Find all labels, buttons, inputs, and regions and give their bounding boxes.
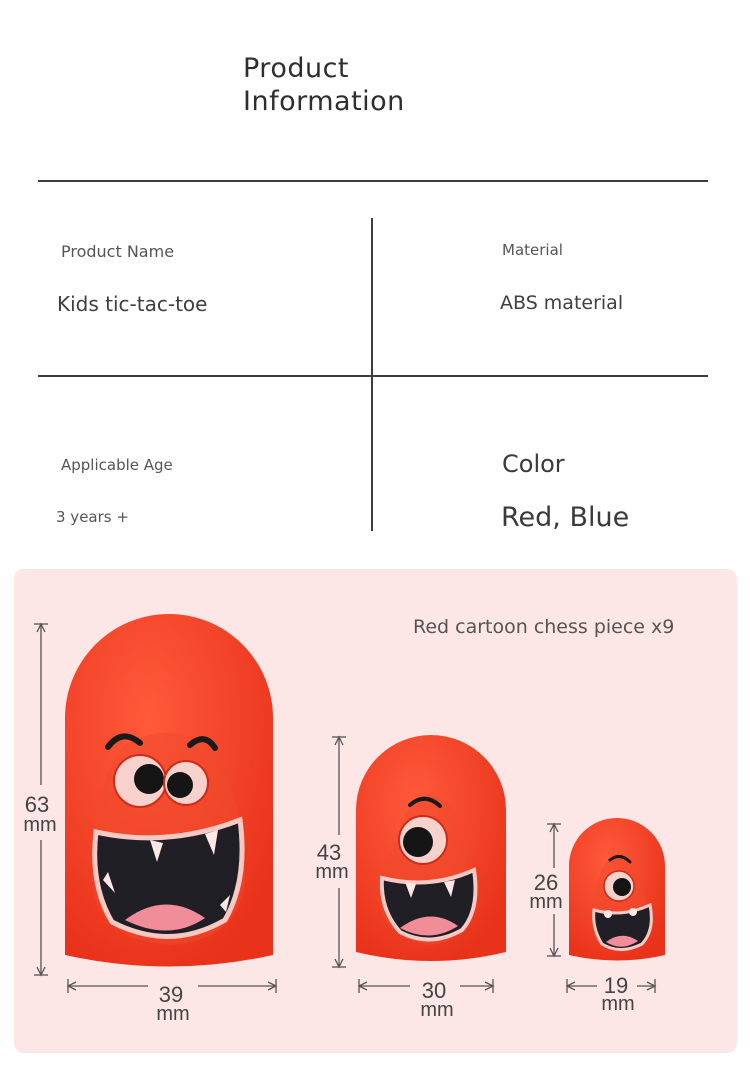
large-piece-mouth — [95, 820, 242, 937]
medium-piece-mouth — [382, 870, 476, 940]
medium-width-value: 30 — [421, 978, 447, 1003]
large-chess-piece — [65, 614, 273, 967]
large-piece-right-eye — [164, 761, 208, 805]
title-line-1: Product — [243, 53, 350, 84]
small-width-unit: mm — [601, 993, 635, 1015]
large-width-value: 39 — [158, 982, 184, 1007]
medium-height-value: 43 — [316, 840, 342, 865]
medium-width-unit: mm — [420, 999, 454, 1021]
color-label: Color — [502, 450, 565, 478]
small-piece-mouth — [594, 905, 652, 950]
title-line-2: Information — [243, 86, 405, 117]
material-value: ABS material — [500, 292, 624, 314]
product-name-label: Product Name — [61, 242, 175, 261]
large-piece-left-eye — [114, 755, 166, 807]
medium-piece-eye — [399, 816, 447, 864]
age-value: 3 years + — [56, 508, 129, 526]
material-label: Material — [502, 241, 563, 259]
small-height-value: 26 — [533, 870, 559, 895]
small-width-value: 19 — [603, 973, 629, 998]
medium-chess-piece — [356, 735, 506, 961]
small-chess-piece — [569, 818, 665, 961]
age-label: Applicable Age — [61, 456, 173, 474]
medium-height-unit: mm — [315, 861, 349, 883]
large-height-value: 63 — [24, 792, 50, 817]
small-height-unit: mm — [529, 891, 563, 913]
product-name-value: Kids tic-tac-toe — [57, 292, 208, 316]
small-piece-eye — [604, 871, 634, 901]
large-width-unit: mm — [156, 1003, 190, 1025]
color-value: Red, Blue — [501, 502, 630, 533]
large-height-unit: mm — [23, 814, 57, 836]
showcase-caption: Red cartoon chess piece x9 — [413, 616, 675, 638]
